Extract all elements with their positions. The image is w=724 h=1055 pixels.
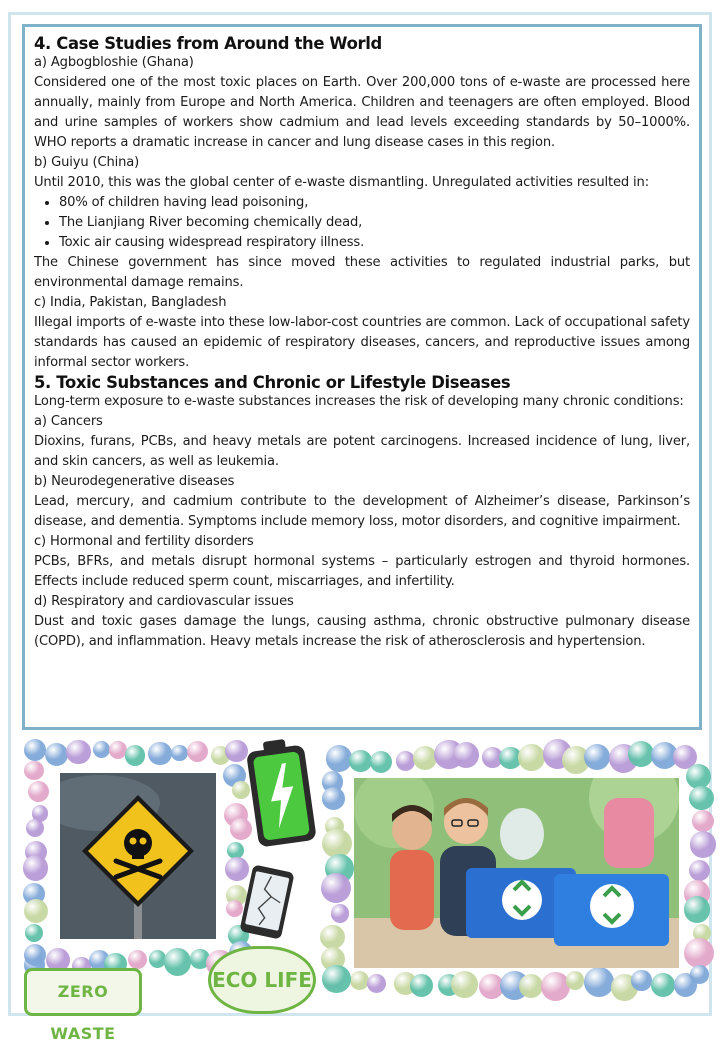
decorative-bubble: [349, 750, 372, 773]
decorative-bubble: [451, 971, 478, 998]
decorative-bubble: [321, 873, 351, 903]
decorative-bubble: [690, 965, 708, 983]
decorative-bubble: [23, 855, 48, 880]
china-heading: b) Guiyu (China): [34, 155, 140, 170]
recycle-icon: [590, 884, 634, 928]
decorative-bubble: [413, 746, 437, 770]
decorative-bubble: [26, 819, 44, 837]
decorative-bubble: [689, 786, 713, 810]
recycle-icon: [502, 880, 542, 920]
decorative-bubble: [370, 751, 392, 773]
decorative-bubble: [320, 925, 345, 950]
cancers-body: Dioxins, furans, PCBs, and heavy metals are potent carcinogens. Increased incidence of lung, liver, and skin cancers, as well as leukemia.: [34, 434, 690, 469]
china-bullet-3: • Toxic air causing widespread respiratory illness.: [59, 233, 690, 253]
battery-charging-icon: [239, 734, 324, 853]
cancers-heading: a) Cancers: [34, 414, 103, 429]
respiratory-body: Dust and toxic gases damage the lungs, causing asthma, chronic obstructive pulmonary disease (COPD), and inflammation. Heavy metals increase the risk of atherosclerosis and hypertension.: [34, 614, 690, 649]
decorative-bubble: [148, 742, 171, 765]
respiratory-heading: d) Respiratory and cardiovascular issues: [34, 594, 294, 609]
decorative-bubble: [584, 744, 610, 770]
decorative-bubble: [519, 974, 543, 998]
decorative-bubble: [684, 896, 711, 923]
decorative-bubble: [631, 970, 651, 990]
china-bullet-1: • 80% of children having lead poisoning,: [59, 193, 690, 213]
decorative-bubble: [45, 743, 68, 766]
decorative-bubble: [453, 742, 479, 768]
section-5-intro: Long-term exposure to e-waste substances increases the risk of developing many chronic conditions:: [34, 394, 684, 409]
decorative-bubble: [628, 741, 654, 767]
decorative-bubble: [410, 974, 433, 997]
china-outro: The Chinese government has since moved these activities to regulated industrial parks, but environmental damage remains.: [34, 255, 690, 290]
toxic-sign-photo: [60, 773, 216, 939]
decorative-bubble: [331, 904, 350, 923]
text-panel: [22, 24, 702, 730]
decorative-bubble: [584, 967, 614, 997]
decorative-bubble: [690, 831, 716, 857]
decorative-bubble: [171, 745, 188, 762]
china-intro: Until 2010, this was the global center of e-waste dismantling. Unregulated activities resulted in:: [34, 175, 649, 190]
decorative-bubble: [24, 739, 46, 761]
hormonal-body: PCBs, BFRs, and metals disrupt hormonal systems – particularly estrogen and thyroid hormones. Effects include reduced sperm count, miscarriages, and infertility.: [34, 554, 690, 589]
decorative-bubble: [322, 787, 345, 810]
decorative-bubble: [225, 857, 248, 880]
decorative-bubble: [518, 744, 545, 771]
hormonal-heading: c) Hormonal and fertility disorders: [34, 534, 254, 549]
neuro-heading: b) Neurodegenerative diseases: [34, 474, 235, 489]
south-asia-heading: c) India, Pakistan, Bangladesh: [34, 295, 227, 310]
decorative-bubble: [396, 751, 415, 770]
china-bullet-list: [34, 193, 690, 253]
neuro-body: Lead, mercury, and cadmium contribute to the development of Alzheimer’s disease, Parkinson’s disease, and dementia. Symptoms include memory loss, motor disorders, and cognitive impairment.: [34, 494, 690, 529]
south-asia-body: Illegal imports of e-waste into these low-labor-cost countries are common. Lack of occupational safety standards has caused an epidemic of respiratory diseases, cancers, and reproductive issues among informal sector workers.: [34, 315, 690, 370]
china-bullet-2: • The Lianjiang River becoming chemically dead,: [59, 213, 690, 233]
decorative-bubble: [566, 971, 585, 990]
decorative-bubble: [322, 965, 351, 994]
zero-waste-badge: ZERO WASTE: [24, 968, 142, 1016]
ghana-heading: a) Agbogbloshie (Ghana): [34, 55, 194, 70]
decorative-bubble: [66, 740, 90, 764]
decorative-bubble: [109, 741, 127, 759]
eco-life-badge: ECO LIFE: [208, 946, 316, 1014]
decorative-bubble: [684, 938, 714, 968]
section-5-title: 5. Toxic Substances and Chronic or Lifestyle Diseases: [34, 373, 511, 392]
ghana-body: Considered one of the most toxic places on Earth. Over 200,000 tons of e-waste are processed here annually, mainly from Europe and North America. Children and teenagers are often employed. Blood and urine samples of workers show cadmium and lead levels exceeding standards by 50–1000%. WHO reports a dramatic increase in cancer and lung disease cases in this region.: [34, 75, 690, 150]
decorative-bubble: [692, 810, 714, 832]
toxic-warning-sign-icon: [60, 773, 216, 939]
decorative-bubble: [24, 761, 43, 780]
decorative-bubble: [164, 948, 191, 975]
children-recycling-photo: [354, 778, 679, 968]
decorative-bubble: [125, 745, 145, 765]
section-4-title: 4. Case Studies from Around the World: [34, 34, 382, 53]
